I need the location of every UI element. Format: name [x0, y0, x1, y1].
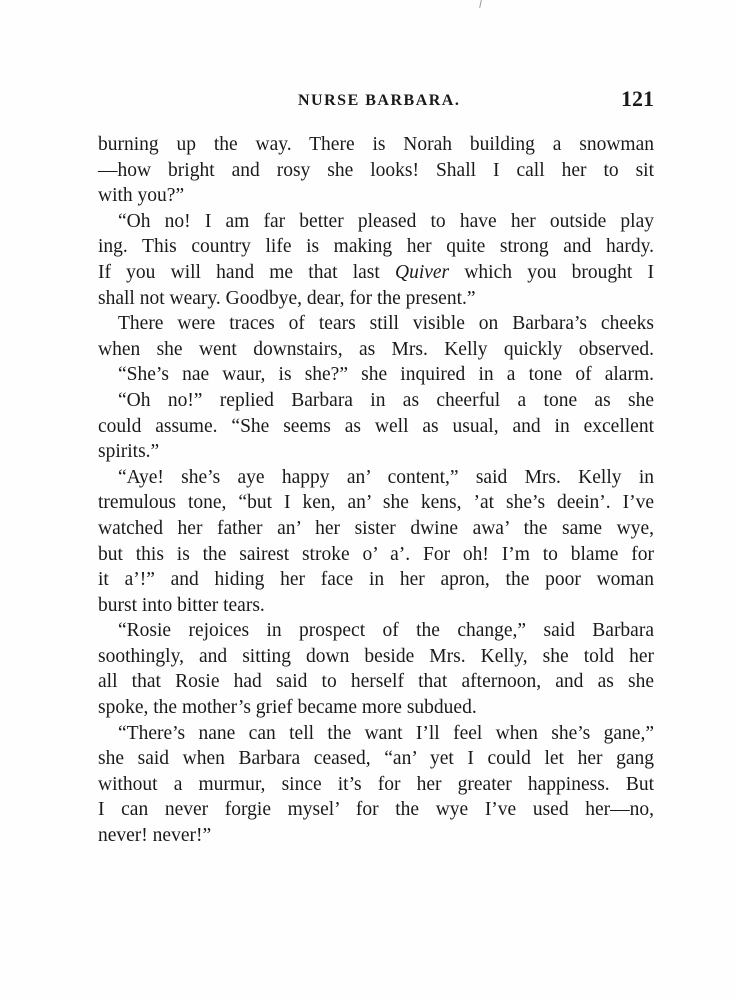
text-line: could assume. “She seems as well as usual, and in excellent: [98, 415, 654, 437]
text-line: —how bright and rosy she looks! Shall I call her to sit: [98, 159, 654, 181]
paper-speck: [479, 0, 482, 8]
running-head: NURSE BARBARA.: [298, 92, 461, 109]
text-line: “Aye! she’s aye happy an’ content,” said Mrs. Kelly in: [118, 466, 654, 488]
text-line: with you?”: [98, 185, 185, 207]
text-line: There were traces of tears still visible on Barbara’s cheeks: [118, 313, 654, 335]
book-title: Quiver: [395, 261, 450, 283]
page-header: [98, 86, 654, 120]
text-line: “She’s nae waur, is she?” she inquired in a tone of alarm.: [118, 364, 654, 386]
text-line: shall not weary. Goodbye, dear, for the present.”: [98, 287, 476, 309]
text-line: she said when Barbara ceased, “an’ yet I could let her gang: [98, 748, 654, 770]
text-line: ing. This country life is making her quite strong and hardy.: [98, 236, 654, 258]
text-line: burst into bitter tears.: [98, 594, 265, 616]
text-line: I can never forgie mysel’ for the wye I’ve used her—no,: [98, 799, 654, 821]
text-line: spirits.”: [98, 441, 160, 463]
text-line: without a murmur, since it’s for her greater happiness. But: [98, 773, 654, 795]
text-line: burning up the way. There is Norah building a snowman: [98, 134, 654, 155]
text-line: watched her father an’ her sister dwine awa’ the same wye,: [98, 517, 654, 539]
text-line: when she went downstairs, as Mrs. Kelly quickly observed.: [98, 338, 654, 360]
text-line: “There’s nane can tell the want I’ll feel when she’s gane,”: [118, 722, 654, 744]
page-number: 121: [621, 86, 654, 111]
text-line: but this is the sairest stroke o’ a’. For oh! I’m to blame for: [98, 543, 654, 565]
body-text: [98, 132, 654, 849]
text-line: “Oh no!” replied Barbara in as cheerful a tone as she: [118, 389, 654, 411]
text-line: never! never!”: [98, 825, 212, 847]
text-line: tremulous tone, “but I ken, an’ she kens, ’at she’s deein’. I’ve: [98, 492, 654, 514]
text-line: If you will hand me that last Quiver which you brought I: [98, 261, 655, 283]
text-line: all that Rosie had said to herself that afternoon, and as she: [98, 671, 654, 693]
text-line: it a’!” and hiding her face in her apron, the poor woman: [98, 569, 654, 591]
text-line: soothingly, and sitting down beside Mrs. Kelly, she told her: [98, 645, 654, 667]
text-line: “Oh no! I am far better pleased to have her outside play: [118, 210, 654, 232]
text-line: “Rosie rejoices in prospect of the change,” said Barbara: [118, 620, 654, 642]
text-line: spoke, the mother’s grief became more subdued.: [98, 697, 477, 719]
